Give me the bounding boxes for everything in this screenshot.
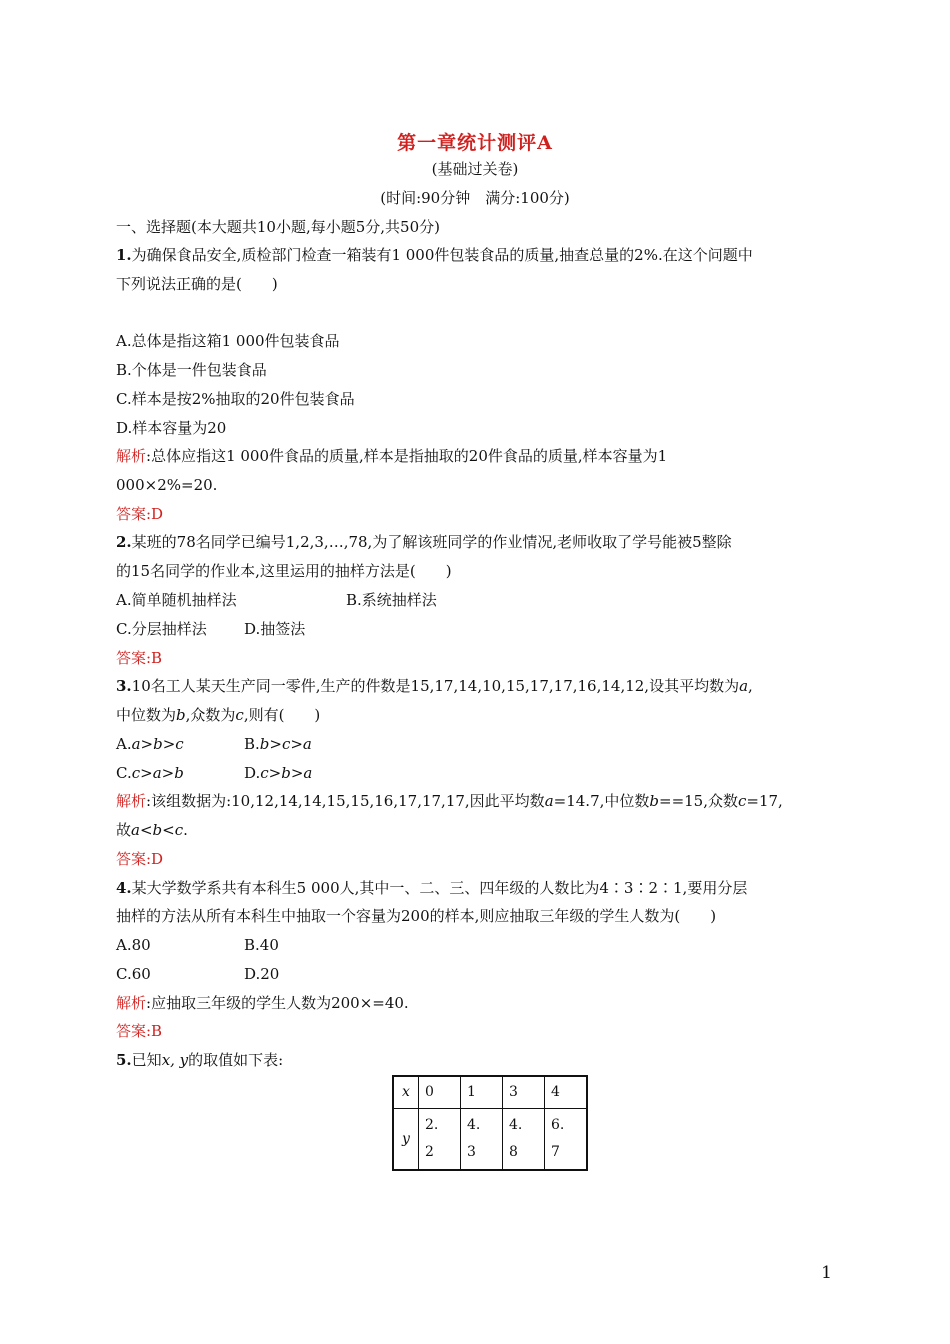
q3-option-d <box>244 763 312 783</box>
question-text: 中位数为 <box>116 706 177 724</box>
table-cell <box>419 1109 461 1171</box>
table-cell: 1 <box>461 1076 503 1109</box>
page-title: 第一章统计测评A <box>397 132 553 154</box>
table-header-x: x <box>393 1076 419 1109</box>
question-text: , <box>748 677 753 695</box>
q2-answer: 答案:B <box>116 649 163 667</box>
q4-option-b: B.40 <box>244 936 279 954</box>
table-cell: 3 <box>503 1076 545 1109</box>
cell-line: 2. <box>425 1117 439 1133</box>
analysis-text: 故 <box>116 821 132 839</box>
option-letter: B. <box>244 735 260 753</box>
analysis-text: :应抽取三年级的学生人数为200×=40. <box>146 994 409 1012</box>
q2-option-c: C.分层抽样法 <box>116 620 207 638</box>
analysis-label: 解析 <box>116 994 147 1012</box>
cell-line: 6. <box>551 1117 565 1133</box>
variable-c: c <box>235 706 244 724</box>
q4-option-a: A.80 <box>116 936 151 954</box>
analysis-text: =14.7,中位数 <box>553 792 650 810</box>
cell-line: 8 <box>509 1144 518 1160</box>
question-text: ,则有( ) <box>243 706 321 724</box>
table-header-y: y <box>393 1109 419 1171</box>
q4-answer: 答案:B <box>116 1022 163 1040</box>
question-number: 1. <box>116 246 132 264</box>
q4-analysis <box>116 993 409 1013</box>
analysis-text: . <box>183 821 188 839</box>
analysis-text: =17, <box>746 792 783 810</box>
q3-analysis-line2 <box>116 820 188 840</box>
q2-option-d: D.抽签法 <box>244 620 306 638</box>
variables-xy: x, y <box>161 1051 189 1069</box>
table-row-y <box>393 1109 587 1171</box>
q1-option-b: B.个体是一件包装食品 <box>116 361 267 379</box>
cell-line: 4. <box>467 1117 481 1133</box>
q1-option-d: D.样本容量为20 <box>116 419 227 437</box>
q1-answer: 答案:D <box>116 505 164 523</box>
section-heading: 一、选择题(本大题共10小题,每小题5分,共50分) <box>116 218 440 236</box>
q2-option-a: A.简单随机抽样法 <box>116 591 237 609</box>
question-1-line1 <box>116 245 753 265</box>
q3-answer: 答案:D <box>116 850 164 868</box>
question-3-line1 <box>116 676 753 696</box>
page-number: 1 <box>821 1263 832 1283</box>
option-letter: A. <box>116 735 132 753</box>
question-2-line1 <box>116 532 732 552</box>
question-number: 2. <box>116 533 132 551</box>
q1-option-a: A.总体是指这箱1 000件包装食品 <box>116 332 340 350</box>
option-expression: b>c>a <box>259 735 312 753</box>
question-4-line2: 抽样的方法从所有本科生中抽取一个容量为200的样本,则应抽取三年级的学生人数为( ) <box>116 907 717 925</box>
option-expression: c>a>b <box>131 764 184 782</box>
variable-c: c <box>738 792 747 810</box>
question-text: 10名工人某天生产同一零件,生产的件数是15,17,14,10,15,17,17,16,14,12,设其平均数为 <box>131 677 740 695</box>
question-text: 某大学数学系共有本科生5 000人,其中一、二、三、四年级的人数比为4∶3∶2∶1,要用分层 <box>131 879 748 897</box>
variable-b: b <box>649 792 659 810</box>
exam-meta: (时间:90分钟 满分:100分) <box>380 189 570 207</box>
question-number: 3. <box>116 677 132 695</box>
table-cell <box>461 1109 503 1171</box>
question-text: 的取值如下表: <box>188 1051 284 1069</box>
q1-analysis-line2: 000×2%=20. <box>116 476 218 494</box>
question-text: 已知 <box>131 1051 162 1069</box>
analysis-text: ==15,众数 <box>659 792 738 810</box>
cell-line: 2 <box>425 1144 434 1160</box>
question-2-line2: 的15名同学的作业本,这里运用的抽样方法是( ) <box>116 562 452 580</box>
analysis-label: 解析 <box>116 792 147 810</box>
option-letter: C. <box>116 764 132 782</box>
table-cell: 0 <box>419 1076 461 1109</box>
table-cell <box>503 1109 545 1171</box>
question-5-line1 <box>116 1050 283 1070</box>
q1-analysis-line1 <box>116 446 667 466</box>
q2-option-b: B.系统抽样法 <box>346 591 437 609</box>
analysis-text: :总体应指这1 000件食品的质量,样本是指抽取的20件食品的质量,样本容量为1 <box>146 447 668 465</box>
table-row-x <box>393 1076 587 1109</box>
q3-option-b <box>244 734 312 754</box>
analysis-expression: a<b<c <box>131 821 184 839</box>
q1-option-c: C.样本是按2%抽取的20件包装食品 <box>116 390 355 408</box>
page-subtitle: (基础过关卷) <box>431 160 519 178</box>
q4-option-d: D.20 <box>244 965 280 983</box>
q3-option-c <box>116 763 184 783</box>
option-letter: D. <box>244 764 261 782</box>
q3-analysis-line1 <box>116 791 783 811</box>
question-1-line2: 下列说法正确的是( ) <box>116 275 278 293</box>
analysis-text: :该组数据为:10,12,14,14,15,15,16,17,17,17,因此平均数 <box>146 792 545 810</box>
question-3-line2 <box>116 705 320 725</box>
option-expression: a>b>c <box>131 735 184 753</box>
q3-option-a <box>116 734 184 754</box>
cell-line: 3 <box>467 1144 476 1160</box>
cell-line: 7 <box>551 1144 560 1160</box>
question-number: 5. <box>116 1051 132 1069</box>
question-text: 某班的78名同学已编号1,2,3,…,78,为了解该班同学的作业情况,老师收取了学号能被5整除 <box>131 533 732 551</box>
cell-line: 4. <box>509 1117 523 1133</box>
table-cell <box>545 1109 588 1171</box>
table-cell: 4 <box>545 1076 588 1109</box>
q4-option-c: C.60 <box>116 965 151 983</box>
question-text: ,众数为 <box>185 706 236 724</box>
option-expression: c>b>a <box>260 764 313 782</box>
xy-value-table <box>392 1075 588 1171</box>
question-text: 为确保食品安全,质检部门检查一箱装有1 000件包装食品的质量,抽查总量的2%.在这个问题中 <box>131 246 753 264</box>
question-number: 4. <box>116 879 132 897</box>
variable-b: b <box>176 706 186 724</box>
variable-a: a <box>544 792 554 810</box>
question-4-line1 <box>116 878 747 898</box>
analysis-label: 解析 <box>116 447 147 465</box>
variable-a: a <box>739 677 749 695</box>
